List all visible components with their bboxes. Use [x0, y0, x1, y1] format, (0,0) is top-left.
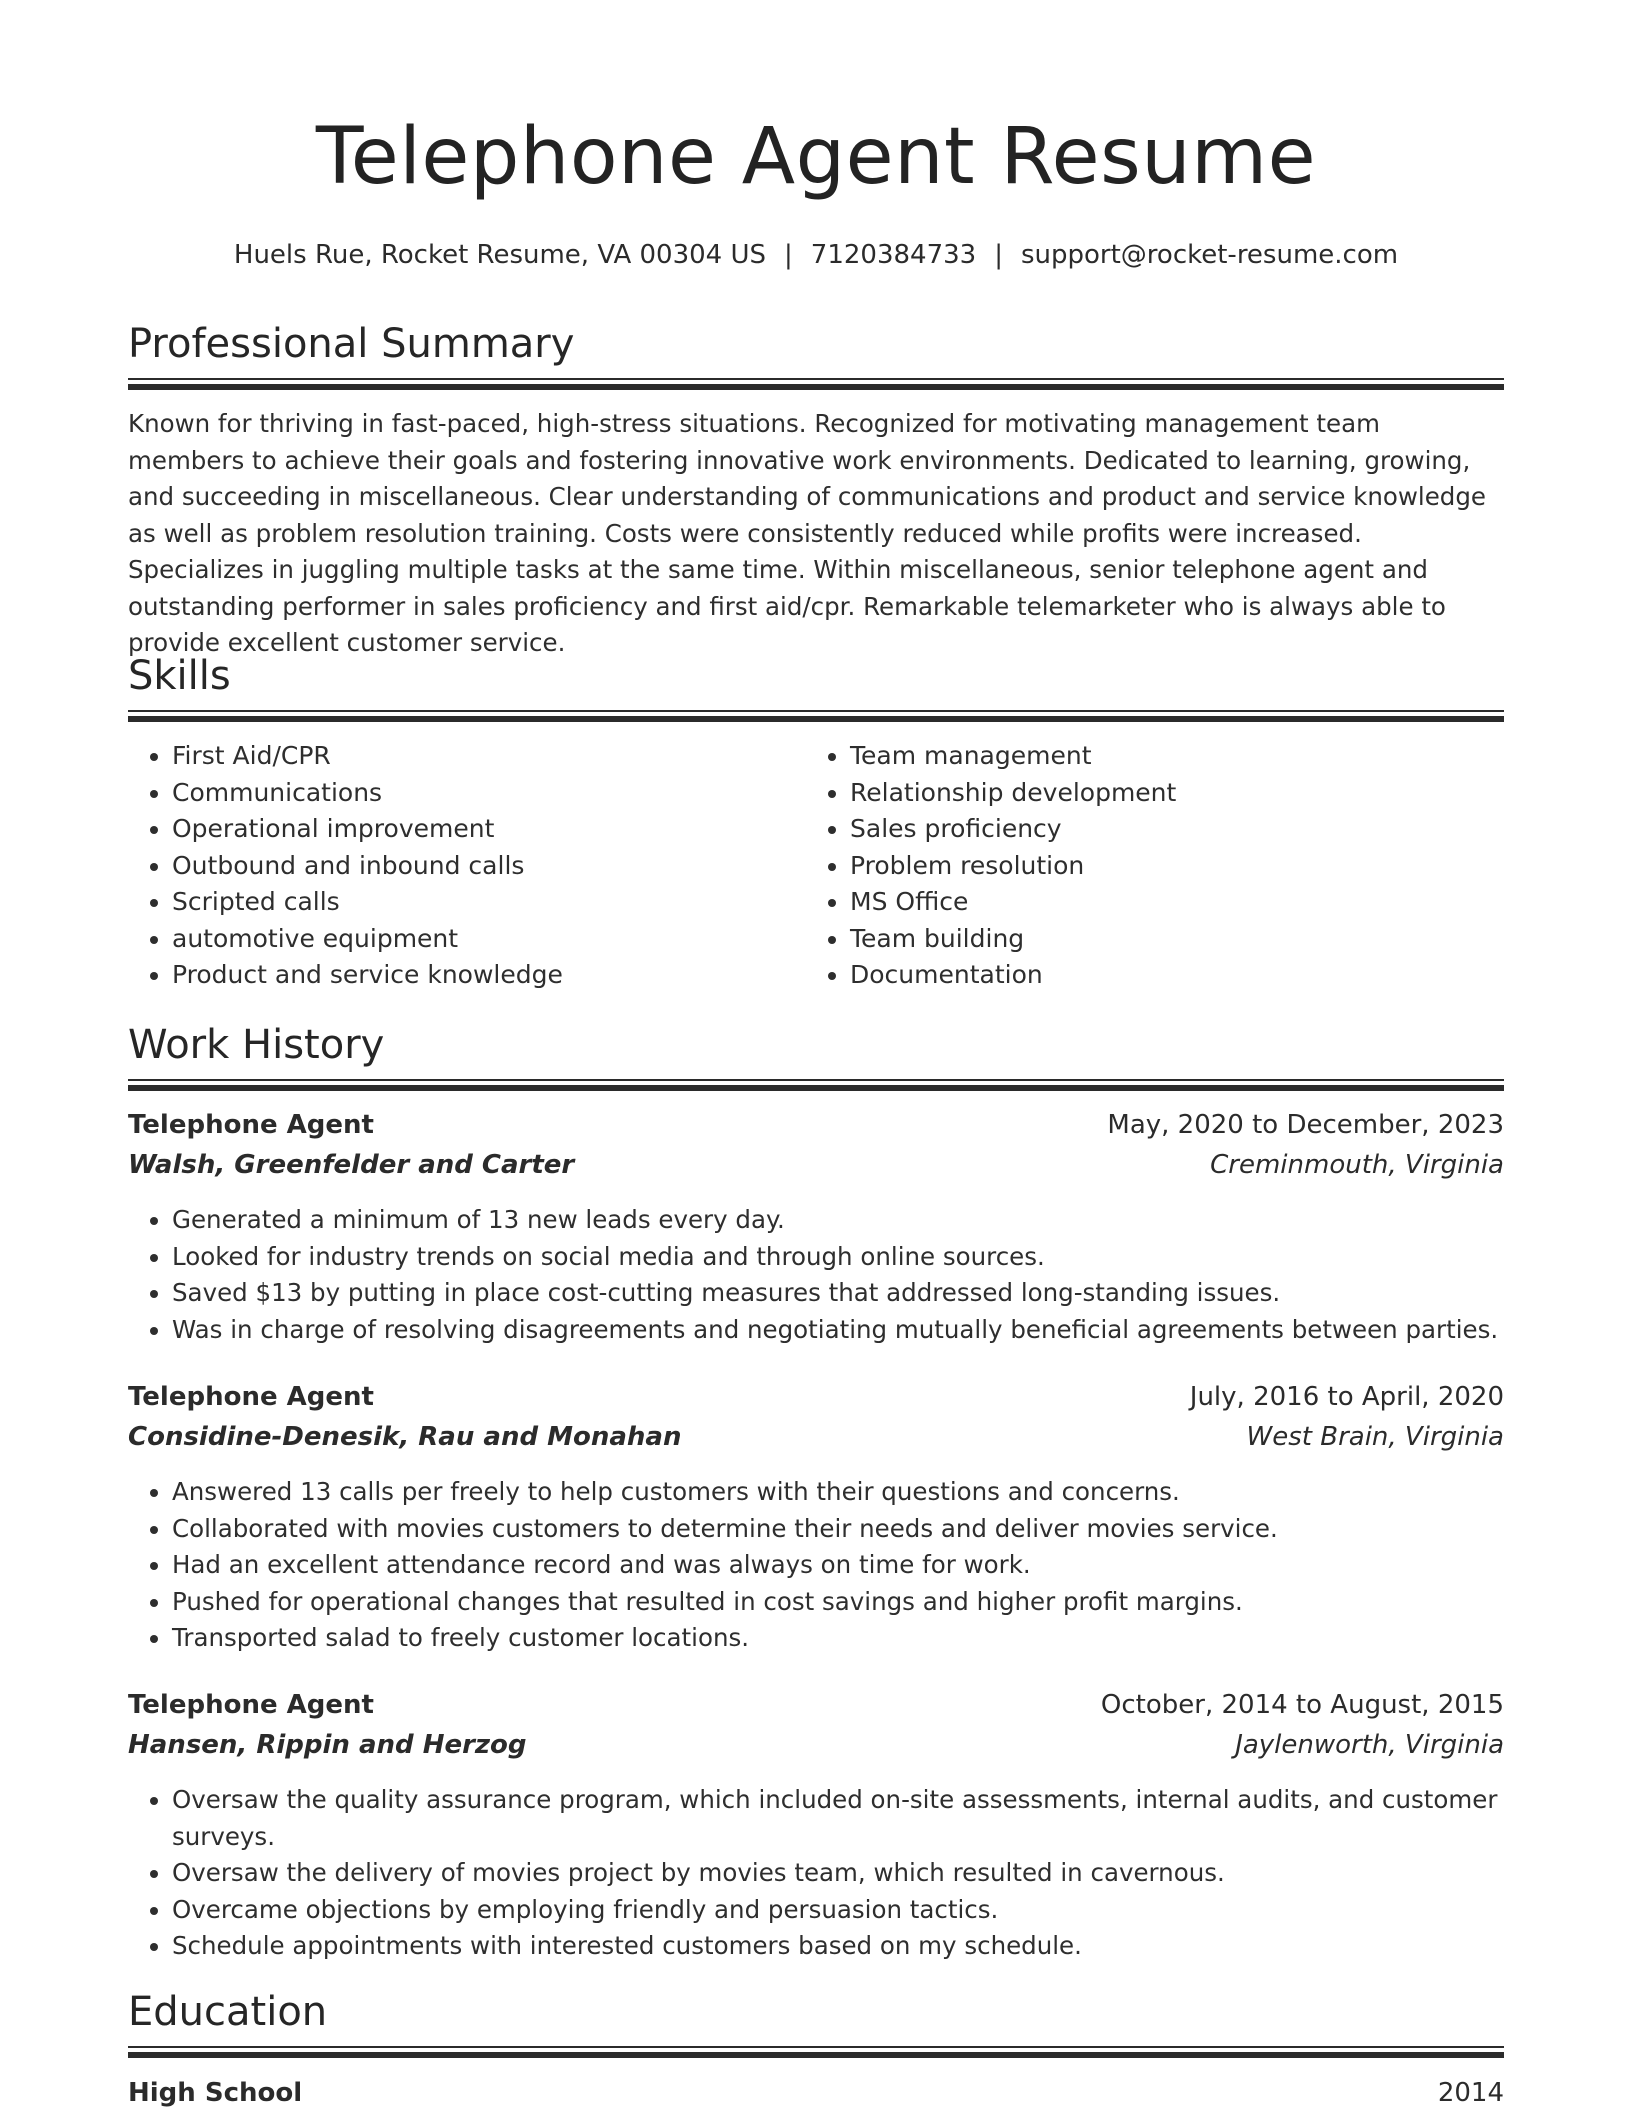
job-subheader	[128, 1422, 1504, 1462]
job-dates: July, 2016 to April, 2020	[1189, 1382, 1504, 1412]
section-divider	[128, 710, 1504, 722]
skill-item: • Team building	[850, 921, 1176, 958]
job-location: West Brain, Virginia	[1246, 1422, 1504, 1452]
job-bullets	[128, 1202, 1504, 1348]
section-divider	[128, 378, 1504, 390]
education-entry	[128, 2078, 1504, 2118]
job-bullet: • Saved $13 by putting in place cost-cutting measures that addressed long-standing issues.	[172, 1275, 1504, 1312]
job-bullet: • Overcame objections by employing friendly and persuasion tactics.	[172, 1892, 1504, 1929]
section-heading-education: Education	[128, 1989, 328, 2035]
job-company: Hansen, Rippin and Herzog	[128, 1730, 527, 1760]
skill-item: • Documentation	[850, 957, 1176, 994]
job-bullets	[128, 1782, 1504, 1965]
skills-list-left	[128, 738, 563, 994]
skill-item: • automotive equipment	[172, 921, 563, 958]
skill-item: • Problem resolution	[850, 848, 1176, 885]
job-entry	[128, 1382, 1504, 1657]
skill-item: • Scripted calls	[172, 884, 563, 921]
job-subheader	[128, 1150, 1504, 1190]
section-divider	[128, 2046, 1504, 2058]
resume-title: Telephone Agent Resume	[315, 112, 1317, 202]
skill-item: • Product and service knowledge	[172, 957, 563, 994]
section-divider	[128, 1079, 1504, 1091]
education-header	[128, 2078, 1504, 2118]
job-title: Telephone Agent	[128, 1110, 374, 1140]
skill-item: • Operational improvement	[172, 811, 563, 848]
job-bullet: • Answered 13 calls per freely to help customers with their questions and concerns.	[172, 1474, 1504, 1511]
job-header	[128, 1110, 1504, 1150]
job-bullet: • Transported salad to freely customer locations.	[172, 1620, 1504, 1657]
job-header	[128, 1382, 1504, 1422]
education-year: 2014	[1437, 2078, 1504, 2108]
job-bullet: • Collaborated with movies customers to determine their needs and deliver movies service.	[172, 1511, 1504, 1548]
skill-item: • MS Office	[850, 884, 1176, 921]
summary-text: Known for thriving in fast-paced, high-stress situations. Recognized for motivating management team members to achieve their goals and fostering innovative work environments. Dedicated to learning, growing, and succeeding in miscellaneous. Clear understanding of communications and product and service knowledge as well as problem resolution training. Costs were consistently reduced while profits were increased. Specializes in juggling multiple tasks at the same time. Within miscellaneous, senior telephone agent and outstanding performer in sales proficiency and first aid/cpr. Remarkable telemarketer who is always able to provide excellent customer service.	[128, 409, 1486, 657]
job-bullet: • Oversaw the delivery of movies project by movies team, which resulted in cavernous.	[172, 1855, 1504, 1892]
skill-item: • Outbound and inbound calls	[172, 848, 563, 885]
contact-address: Huels Rue, Rocket Resume, VA 00304 US	[233, 240, 767, 270]
job-bullet: • Schedule appointments with interested customers based on my schedule.	[172, 1928, 1504, 1965]
job-bullet: • Was in charge of resolving disagreements and negotiating mutually beneficial agreements between parties.	[172, 1312, 1504, 1349]
skill-item: • Team management	[850, 738, 1176, 775]
job-bullet: • Oversaw the quality assurance program, which included on-site assessments, internal audits, and customer surveys.	[172, 1782, 1504, 1855]
job-title: Telephone Agent	[128, 1690, 374, 1720]
contact-separator: |	[994, 240, 1003, 270]
job-bullet: • Generated a minimum of 13 new leads every day.	[172, 1202, 1504, 1239]
section-heading-summary: Professional Summary	[128, 321, 575, 367]
job-header	[128, 1690, 1504, 1730]
job-bullets	[128, 1474, 1504, 1657]
skill-item: • Relationship development	[850, 775, 1176, 812]
job-bullet: • Looked for industry trends on social media and through online sources.	[172, 1239, 1504, 1276]
education-degree: High School	[128, 2078, 303, 2108]
job-dates: October, 2014 to August, 2015	[1100, 1690, 1504, 1720]
job-dates: May, 2020 to December, 2023	[1107, 1110, 1504, 1140]
job-location: Creminmouth, Virginia	[1210, 1150, 1504, 1180]
job-company: Considine-Denesik, Rau and Monahan	[128, 1422, 682, 1452]
skill-item: • Communications	[172, 775, 563, 812]
contact-phone: 7120384733	[810, 240, 977, 270]
skills-list-right	[806, 738, 1176, 994]
job-bullet: • Had an excellent attendance record and was always on time for work.	[172, 1547, 1504, 1584]
section-heading-work-history: Work History	[128, 1022, 385, 1068]
job-bullet: • Pushed for operational changes that resulted in cost savings and higher profit margins.	[172, 1584, 1504, 1621]
job-entry	[128, 1690, 1504, 1965]
section-heading-skills: Skills	[128, 653, 231, 699]
skill-item: • First Aid/CPR	[172, 738, 563, 775]
contact-email: support@rocket-resume.com	[1020, 240, 1399, 270]
job-location: Jaylenworth, Virginia	[1235, 1730, 1504, 1760]
job-title: Telephone Agent	[128, 1382, 374, 1412]
contact-line	[128, 240, 1504, 270]
job-company: Walsh, Greenfelder and Carter	[128, 1150, 575, 1180]
job-entry	[128, 1110, 1504, 1348]
skill-item: • Sales proficiency	[850, 811, 1176, 848]
contact-separator: |	[784, 240, 793, 270]
job-subheader	[128, 1730, 1504, 1770]
